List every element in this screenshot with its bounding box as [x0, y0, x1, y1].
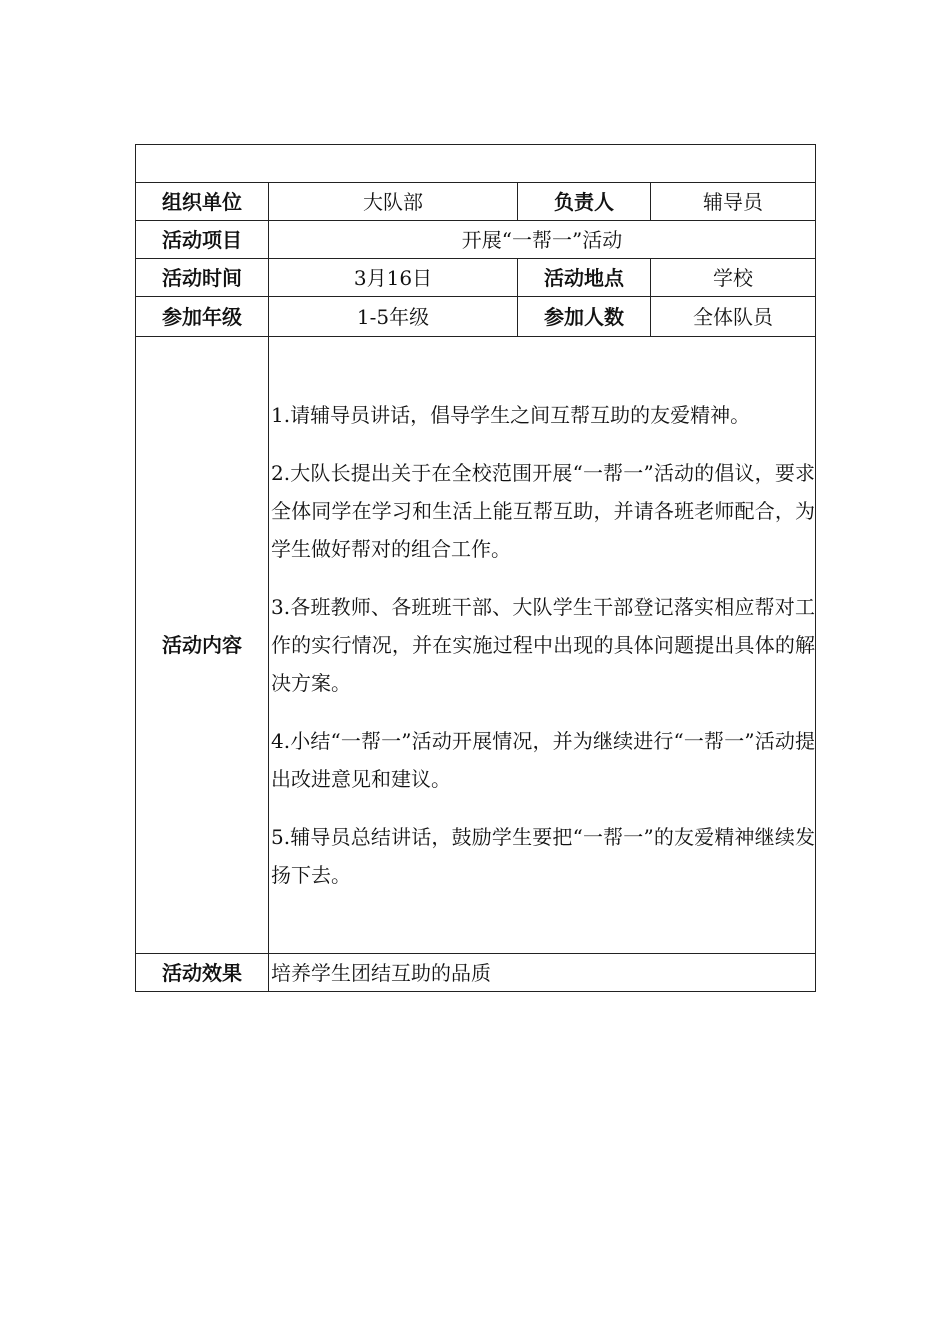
- org-label: 组织单位: [136, 183, 269, 221]
- time-value: 3月16日: [269, 259, 518, 297]
- effect-value: 培养学生团结互助的品质: [269, 954, 816, 992]
- effect-row: [136, 954, 816, 992]
- time-row: [136, 259, 816, 297]
- owner-value: 辅导员: [651, 183, 816, 221]
- project-value: 开展“一帮一”活动: [269, 221, 816, 259]
- project-row: [136, 221, 816, 259]
- content-item-2: 2.大队长提出关于在全校范围开展“一帮一”活动的倡议，要求全体同学在学习和生活上能互帮互助，并请各班老师配合，为学生做好帮对的组合工作。: [271, 461, 815, 561]
- content-list: [269, 396, 815, 894]
- org-row: [136, 183, 816, 221]
- content-item-3: 3.各班教师、各班班干部、大队学生干部登记落实相应帮对工作的实行情况，并在实施过程中出现的具体问题提出具体的解决方案。: [271, 595, 815, 695]
- table-title-cell: [136, 145, 816, 183]
- project-label: 活动项目: [136, 221, 269, 259]
- title-row: [136, 145, 816, 183]
- grade-label: 参加年级: [136, 297, 269, 337]
- activity-form-table: [135, 144, 816, 992]
- content-item-1: 1.请辅导员讲话，倡导学生之间互帮互助的友爱精神。: [271, 403, 751, 427]
- count-value: 全体队员: [651, 297, 816, 337]
- time-label: 活动时间: [136, 259, 269, 297]
- owner-label: 负责人: [518, 183, 651, 221]
- content-cell: [269, 337, 816, 954]
- content-label: 活动内容: [136, 337, 269, 954]
- place-label: 活动地点: [518, 259, 651, 297]
- org-value: 大队部: [269, 183, 518, 221]
- content-row: [136, 337, 816, 954]
- content-item-4: 4.小结“一帮一”活动开展情况，并为继续进行“一帮一”活动提出改进意见和建议。: [271, 729, 815, 791]
- grade-value: 1-5年级: [269, 297, 518, 337]
- count-label: 参加人数: [518, 297, 651, 337]
- content-item-5: 5.辅导员总结讲话，鼓励学生要把“一帮一”的友爱精神继续发扬下去。: [271, 825, 815, 887]
- place-value: 学校: [651, 259, 816, 297]
- effect-label: 活动效果: [136, 954, 269, 992]
- grade-row: [136, 297, 816, 337]
